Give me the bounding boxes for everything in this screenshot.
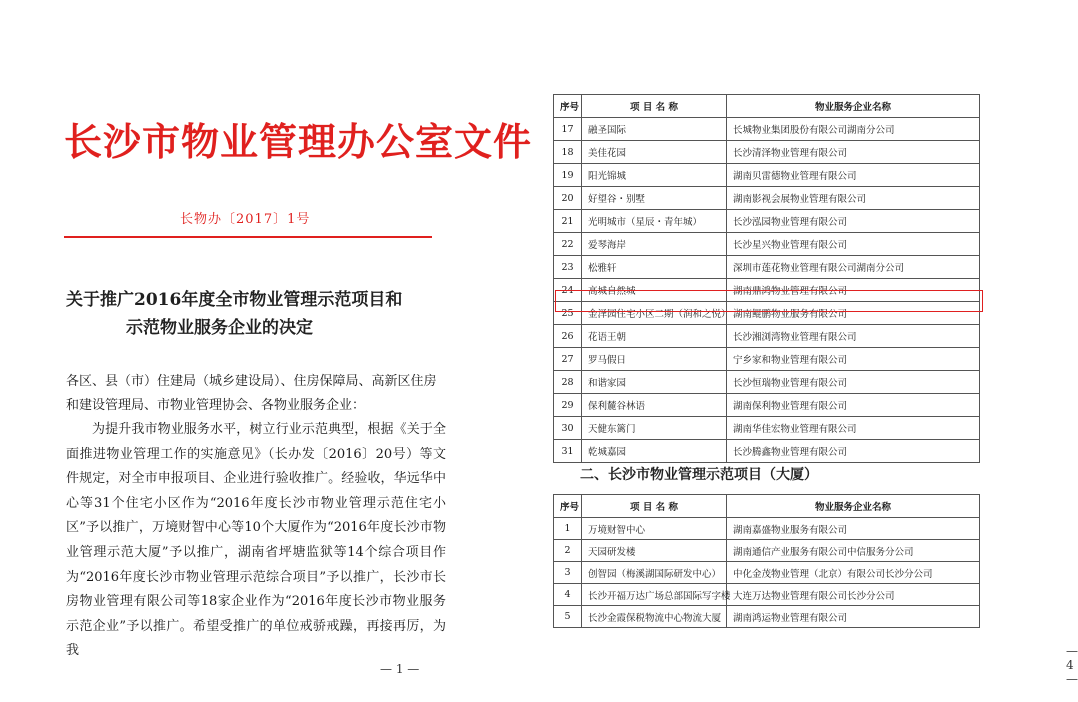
company-name: 长沙腾鑫物业管理有限公司 bbox=[727, 440, 980, 463]
company-name: 宁乡家和物业管理有限公司 bbox=[727, 348, 980, 371]
table-header-row bbox=[554, 495, 980, 518]
table-row bbox=[554, 210, 980, 233]
project-name: 罗马假日 bbox=[582, 348, 727, 371]
project-name: 长沙金霞保税物流中心物流大厦 bbox=[582, 606, 727, 628]
project-name: 爱琴海岸 bbox=[582, 233, 727, 256]
row-number: 30 bbox=[554, 417, 582, 440]
company-name: 湖南鼎鸿物业管理有限公司 bbox=[727, 279, 980, 302]
table-row bbox=[554, 256, 980, 279]
row-number: 27 bbox=[554, 348, 582, 371]
table-row bbox=[554, 394, 980, 417]
company-name: 湖南华佳宏物业管理有限公司 bbox=[727, 417, 980, 440]
project-name: 花语王朝 bbox=[582, 325, 727, 348]
row-number: 2 bbox=[554, 540, 582, 562]
company-name: 湖南嘉盛物业服务有限公司 bbox=[727, 518, 980, 540]
table-row bbox=[554, 233, 980, 256]
table-row bbox=[554, 440, 980, 463]
table-row bbox=[554, 371, 980, 394]
page-number-right: — 4 — bbox=[1066, 644, 1078, 686]
company-name: 湖南通信产业服务有限公司中信服务分公司 bbox=[727, 540, 980, 562]
row-number: 4 bbox=[554, 584, 582, 606]
header-project: 项 目 名 称 bbox=[582, 95, 727, 118]
row-number: 26 bbox=[554, 325, 582, 348]
table-row bbox=[554, 187, 980, 210]
header-no: 序号 bbox=[554, 95, 582, 118]
table-row bbox=[554, 562, 980, 584]
row-number: 5 bbox=[554, 606, 582, 628]
project-name: 天健东篱门 bbox=[582, 417, 727, 440]
project-name: 创智园（梅溪湖国际研发中心） bbox=[582, 562, 727, 584]
table-row bbox=[554, 518, 980, 540]
table-row bbox=[554, 141, 980, 164]
masthead-title: 长沙市物业管理办公室文件 bbox=[64, 119, 533, 164]
table-row bbox=[554, 348, 980, 371]
project-name: 保利麓谷林语 bbox=[582, 394, 727, 417]
body-text: 为提升我市物业服务水平，树立行业示范典型，根据《关于全面推进物业管理工作的实施意见》（长办发〔2016〕20号）等文件规定，对全市申报项目、企业进行验收推广。经验收，华远华中心等31个住宅小区作为“2016年度长沙市物业管理示范住宅小区”予以推广，万境财智中心等10个大厦作为“2016年度长沙市物业管理示范大厦”予以推广，湖南省坪塘监狱等14个综合项目作为“2016年度长沙市物业管理示范综合项目”予以推广，长沙市长房物业管理有限公司等18家企业作为“2016年度长沙市物业服务示范企业”予以推广。希望受推广的单位戒骄戒躁，再接再厉，为我 bbox=[66, 422, 446, 659]
row-number: 29 bbox=[554, 394, 582, 417]
project-name: 松雅轩 bbox=[582, 256, 727, 279]
company-name: 长沙湘浏湾物业管理有限公司 bbox=[727, 325, 980, 348]
company-name: 湖南影视会展物业管理有限公司 bbox=[727, 187, 980, 210]
row-number: 18 bbox=[554, 141, 582, 164]
project-name: 天园研发楼 bbox=[582, 540, 727, 562]
table-row bbox=[554, 417, 980, 440]
row-number: 22 bbox=[554, 233, 582, 256]
title-line-2: 示范物业服务企业的决定 bbox=[126, 318, 313, 338]
right-page bbox=[496, 0, 1078, 702]
project-name: 长沙开福万达广场总部国际写字楼 bbox=[582, 584, 727, 606]
left-page bbox=[0, 0, 533, 702]
project-name: 和谐家园 bbox=[582, 371, 727, 394]
header-no: 序号 bbox=[554, 495, 582, 518]
addressee: 各区、县（市）住建局（城乡建设局）、住房保障局、高新区住房和建设管理局、市物业管理协会、各物业服务企业： bbox=[66, 374, 437, 413]
row-number: 24 bbox=[554, 279, 582, 302]
section-2-title: 二、长沙市物业管理示范项目（大厦） bbox=[580, 467, 818, 483]
project-name: 好望谷・别墅 bbox=[582, 187, 727, 210]
row-number: 1 bbox=[554, 518, 582, 540]
document-title bbox=[66, 286, 446, 342]
row-number: 31 bbox=[554, 440, 582, 463]
row-number: 23 bbox=[554, 256, 582, 279]
table-row bbox=[554, 164, 980, 187]
company-name: 中化金茂物业管理（北京）有限公司长沙分公司 bbox=[727, 562, 980, 584]
company-name: 湖南保利物业管理有限公司 bbox=[727, 394, 980, 417]
company-name: 湖南贝雷德物业管理有限公司 bbox=[727, 164, 980, 187]
row-number: 20 bbox=[554, 187, 582, 210]
project-name: 乾城嘉园 bbox=[582, 440, 727, 463]
document-number: 长物办〔2017〕1号 bbox=[180, 212, 311, 227]
company-name: 长城物业集团股份有限公司湖南分公司 bbox=[727, 118, 980, 141]
header-company: 物业服务企业名称 bbox=[727, 95, 980, 118]
table-row bbox=[554, 540, 980, 562]
row-number: 3 bbox=[554, 562, 582, 584]
table-header-row bbox=[554, 95, 980, 118]
row-number: 17 bbox=[554, 118, 582, 141]
company-name: 长沙泓园物业管理有限公司 bbox=[727, 210, 980, 233]
page-number-left: — 1 — bbox=[380, 662, 420, 676]
header-project: 项 目 名 称 bbox=[582, 495, 727, 518]
table-row bbox=[554, 584, 980, 606]
highlight-box bbox=[555, 290, 983, 312]
header-company: 物业服务企业名称 bbox=[727, 495, 980, 518]
project-name: 阳光锦城 bbox=[582, 164, 727, 187]
company-name: 湖南鸿运物业管理有限公司 bbox=[727, 606, 980, 628]
company-name: 湖南鲲鹏物业服务有限公司 bbox=[727, 302, 980, 325]
project-name: 高城自然城 bbox=[582, 279, 727, 302]
project-name: 融圣国际 bbox=[582, 118, 727, 141]
table-row bbox=[554, 325, 980, 348]
table-row bbox=[554, 118, 980, 141]
table-row bbox=[554, 606, 980, 628]
company-name: 长沙清泽物业管理有限公司 bbox=[727, 141, 980, 164]
company-name: 长沙星兴物业管理有限公司 bbox=[727, 233, 980, 256]
red-divider bbox=[64, 236, 432, 238]
building-table bbox=[553, 494, 980, 628]
row-number: 25 bbox=[554, 302, 582, 325]
row-number: 19 bbox=[554, 164, 582, 187]
company-name: 长沙恒瑞物业管理有限公司 bbox=[727, 371, 980, 394]
company-name: 深圳市莲花物业管理有限公司湖南分公司 bbox=[727, 256, 980, 279]
company-name: 大连万达物业管理有限公司长沙分公司 bbox=[727, 584, 980, 606]
project-name: 万境财智中心 bbox=[582, 518, 727, 540]
title-line-1: 关于推广2016年度全市物业管理示范项目和 bbox=[66, 290, 403, 310]
row-number: 21 bbox=[554, 210, 582, 233]
row-number: 28 bbox=[554, 371, 582, 394]
project-name: 金泽园住宅小区二期（润和之悦） bbox=[582, 302, 727, 325]
project-name: 美佳花园 bbox=[582, 141, 727, 164]
project-name: 光明城市（星辰・青年城） bbox=[582, 210, 727, 233]
residential-table bbox=[553, 94, 980, 463]
